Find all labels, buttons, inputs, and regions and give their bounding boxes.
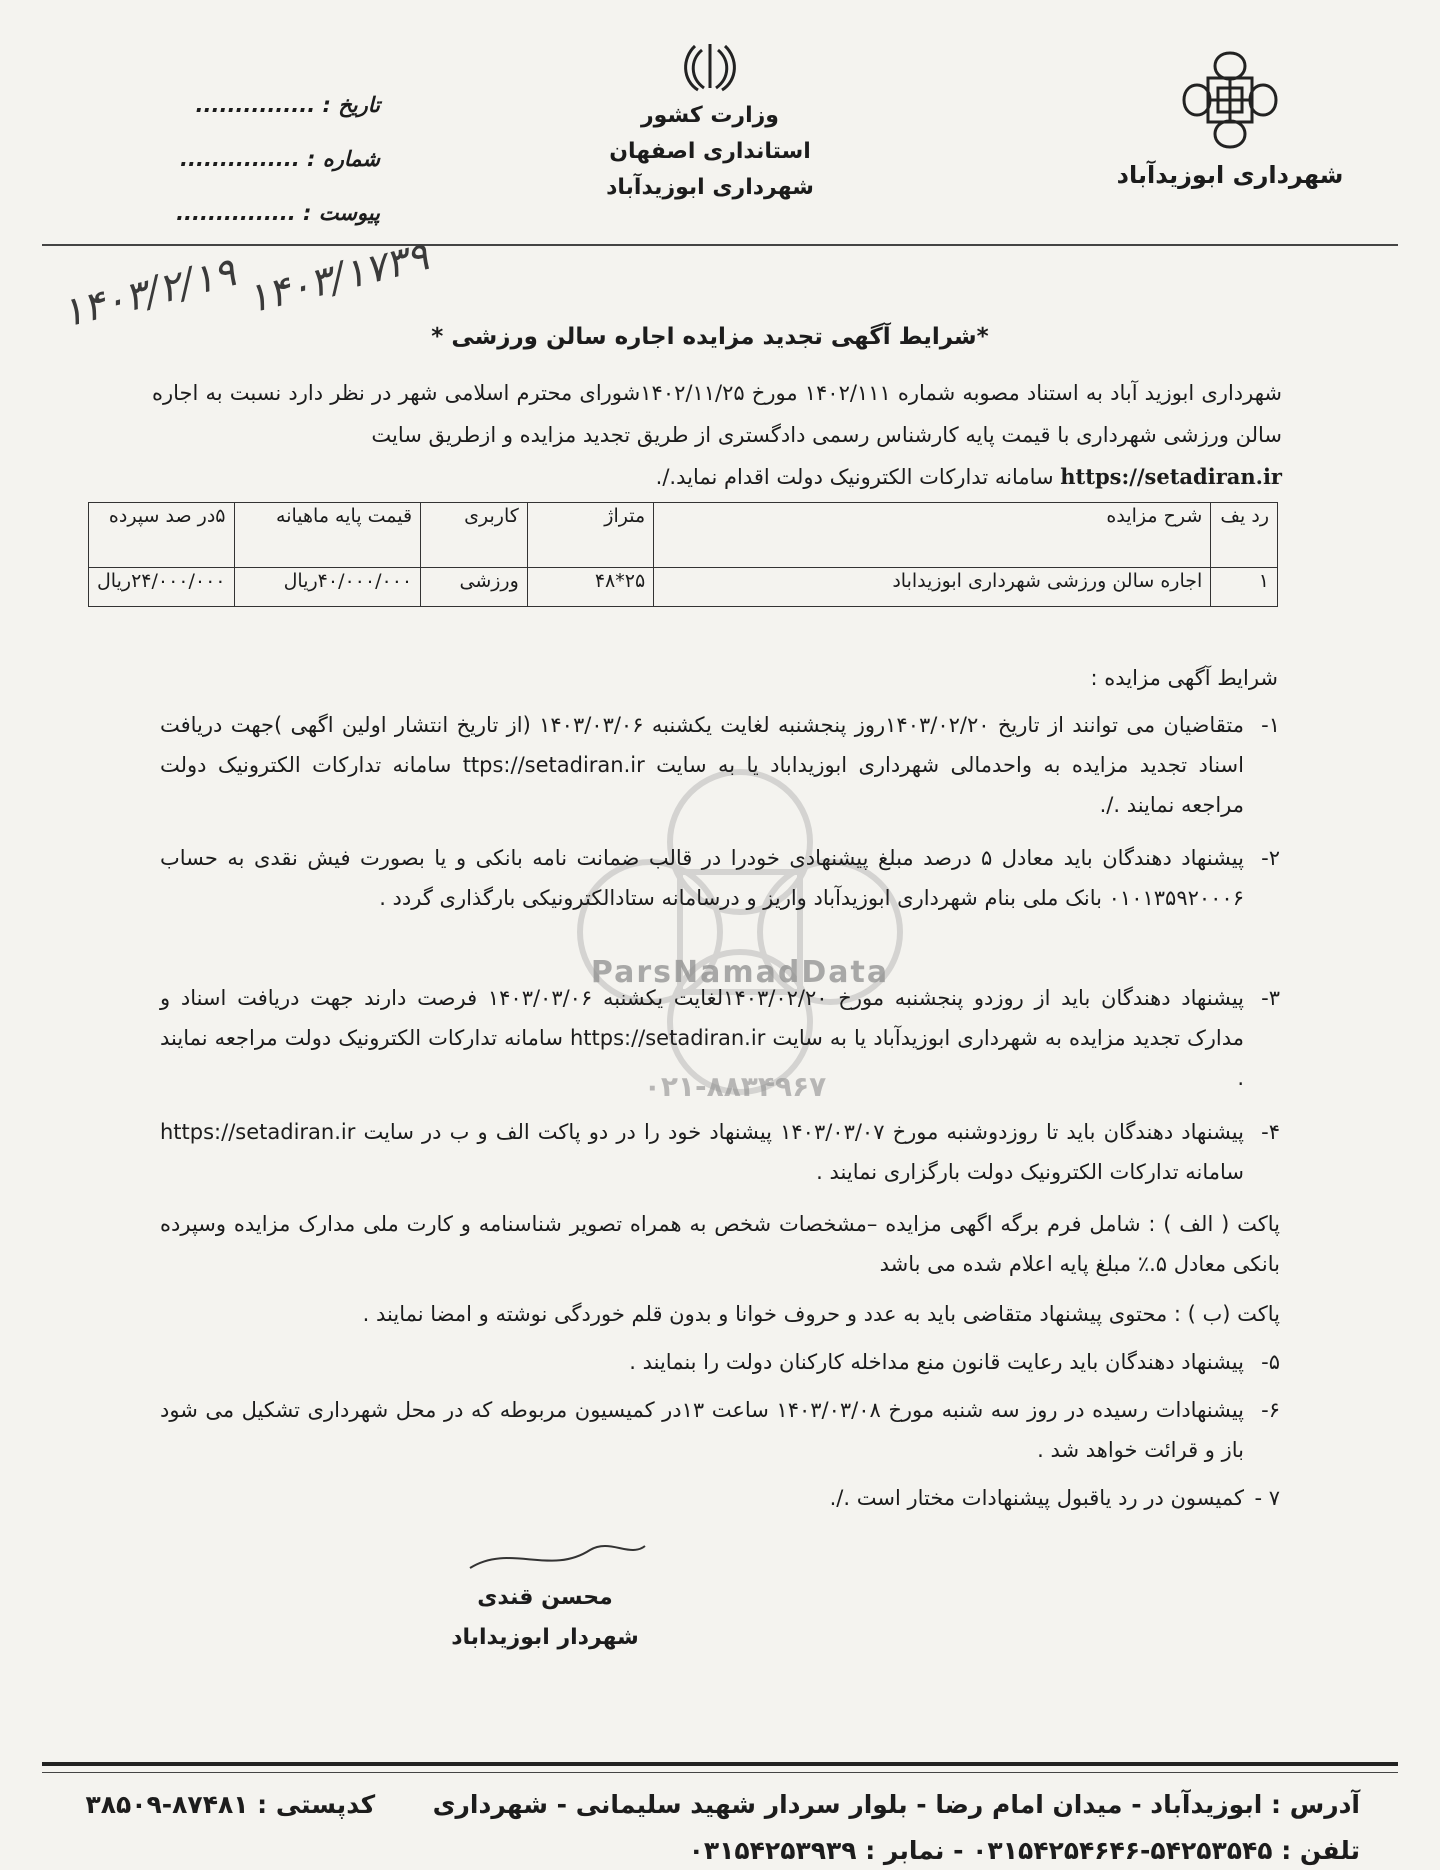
signature-block (430, 1538, 660, 1658)
condition-item-3 (160, 978, 1280, 1103)
municipality-logo (1100, 45, 1360, 189)
condition-number: ۵- (1261, 1350, 1280, 1374)
logo-caption: شهرداری ابوزیدآباد (1116, 161, 1344, 189)
cell-area: ۲۵*۴۸ (527, 568, 653, 607)
governorate-line: استانداری اصفهان (609, 139, 811, 164)
signature-scribble-icon (430, 1538, 660, 1578)
condition-number: ۱- (1261, 713, 1280, 737)
packet-b-text: پاکت (ب ) : محتوی پیشنهاد متقاضی باید به عدد و حروف خوانا و بدون قلم خوردگی نوشته و امضا نمایند . (362, 1302, 1280, 1326)
footer-address-line (80, 1790, 1360, 1819)
packet-b (160, 1294, 1280, 1336)
col-price: قیمت پایه ماهیانه (234, 503, 421, 568)
auction-table (88, 502, 1278, 607)
watermark-phone: ۰۲۱-۸۸۳۴۹۶۷ (643, 1070, 827, 1103)
intro-paragraph (152, 372, 1282, 498)
ministry-line: وزارت کشور (641, 103, 779, 128)
condition-item-6 (160, 1390, 1280, 1475)
issuer-heading (545, 38, 875, 206)
notice-title: *شرایط آگهی تجدید مزایده اجاره سالن ورزشی * (431, 324, 989, 350)
condition-item-2 (160, 838, 1280, 968)
footer-address: آدرس : ابوزیدآباد - میدان امام رضا - بلوار سردار شهید سلیمانی - شهرداری (432, 1790, 1360, 1819)
condition-number: ۶- (1261, 1398, 1280, 1422)
condition-text: پیشنهادات رسیده در روز سه شنبه مورخ ۱۴۰۳/۰۳/۰۸ ساعت ۱۳در کمیسیون مربوطه که در محل شهرداری تشکیل می شود باز و قرائت خواهد شد . (160, 1398, 1245, 1462)
conditions-title: شرایط آگهی مزایده : (1090, 666, 1278, 690)
intro-text: شهرداری ابوزید آباد به استناد مصوبه شماره ۱۴۰۲/۱۱۱ مورخ ۱۴۰۲/۱۱/۲۵شورای محترم اسلامی شهر در نظر دارد نسبت به اجاره سالن ورزشی شهرداری با قیمت پایه کارشناس رسمی دادگستری از طریق تجدید مزایده و ازطریق سایت (152, 381, 1282, 447)
condition-item-7 (160, 1478, 1280, 1520)
table-header-row (89, 503, 1278, 568)
condition-text: کمیسون در رد یاقبول پیشنهادات مختار است ./. (829, 1486, 1244, 1510)
packet-a (160, 1204, 1280, 1289)
condition-number: ۷ - (1254, 1486, 1280, 1510)
footer-phone-line (80, 1836, 1360, 1865)
condition-item-1 (160, 705, 1280, 830)
col-area: متراژ (527, 503, 653, 568)
condition-text: پیشنهاد دهندگان باید معادل ۵ درصد مبلغ پیشنهادی خودرا در قالب ضمانت نامه بانکی و یا بصورت فیش نقدی به حساب ۰۱۰۱۳۵۹۲۰۰۰۶ بانک ملی بنام شهرداری ابوزیدآباد واریز و درسامانه ستادالکترونیکی بارگذاری گردد . (160, 846, 1244, 910)
condition-number: ۲- (1261, 846, 1280, 870)
intro-url: https://setadiran.ir (1060, 464, 1282, 489)
col-usage: کاربری (421, 503, 528, 568)
condition-text: پیشنهاد دهندگان باید رعایت قانون منع مداخله کارکنان دولت را بنمایند . (629, 1350, 1244, 1374)
intro-tail: سامانه تدارکات الکترونیک دولت اقدام نماید./. (655, 465, 1054, 489)
condition-text: پیشنهاد دهندگان باید تا روزدوشنبه مورخ ۱۴۰۳/۰۳/۰۷ پیشنهاد خود را در دو پاکت الف و ب در سایت https://setadiran.ir سامانه تدارکات الکترونیک دولت بارگزاری نمایند . (160, 1120, 1244, 1184)
condition-number: ۴- (1261, 1120, 1280, 1144)
footer-divider-thick (42, 1762, 1398, 1766)
cell-usage: ورزشی (421, 568, 528, 607)
condition-text: پیشنهاد دهندگان باید از روزدو پنجشنبه مورخ ۱۴۰۳/۰۲/۲۰لغایت یکشنبه ۱۴۰۳/۰۳/۰۶ فرصت دارند جهت دریافت اسناد و مدارک تجدید مزایده به شهرداری ابوزیدآباد یا به سایت https://setadiran.ir سامانه تدارکات الکترونیک دولت مراجعه نمایند . (160, 986, 1244, 1090)
attachment-field: پیوست : ............... (176, 201, 380, 225)
date-field: تاریخ : ............... (195, 93, 380, 117)
handwritten-number: ۱۴۰۳/۱۷۳۹ (242, 233, 434, 323)
iran-emblem-icon (680, 38, 740, 94)
letter-meta (100, 78, 380, 240)
condition-text: متقاضیان می توانند از تاریخ ۱۴۰۳/۰۲/۲۰روز پنجشنبه لغایت یکشنبه ۱۴۰۳/۰۳/۰۶ (از تاریخ انتشار اولین اگهی )جهت دریافت اسناد تجدید مزایده به واحدمالی شهرداری ابوزیداباد یا به سایت ttps://setadiran.ir سامانه تدارکات الکترونیک دولت مراجعه نمایند ./. (160, 713, 1244, 817)
number-field: شماره : ............... (180, 147, 380, 171)
header-divider (42, 244, 1398, 246)
col-desc: شرح مزایده (654, 503, 1211, 568)
cell-row: ۱ (1211, 568, 1278, 607)
packet-a-text: پاکت ( الف ) : شامل فرم برگه اگهی مزایده –مشخصات شخص به همراه تصویر شناسنامه و کارت ملی مدارک مزایده وسپرده بانکی معادل ۵.٪ مبلغ پایه اعلام شده می باشد (160, 1212, 1280, 1276)
footer-phone: تلفن : ۵۴۲۵۳۵۴۵-۰۳۱۵۴۲۵۴۶۴۶ - نمابر : ۰۳۱۵۴۲۵۳۹۳۹ (688, 1836, 1360, 1865)
footer-postal: کدپستی : ۸۷۴۸۱-۳۸۵۰۹ (85, 1790, 376, 1819)
cell-deposit: ۲۴/۰۰۰/۰۰۰ریال (89, 568, 235, 607)
municipality-logo-icon (1170, 45, 1290, 155)
condition-item-4 (160, 1112, 1280, 1197)
signer-name: محسن قندی (477, 1585, 613, 1610)
col-row: رد یف (1211, 503, 1278, 568)
cell-desc: اجاره سالن ورزشی شهرداری ابوزیداباد (654, 568, 1211, 607)
handwritten-date: ۱۴۰۳/۲/۱۹ (57, 249, 241, 337)
table-row (89, 568, 1278, 607)
watermark-brand: ParsNamadData (590, 955, 890, 990)
footer-divider-thin (42, 1772, 1398, 1773)
condition-number: ۳- (1261, 986, 1280, 1010)
signer-role: شهردار ابوزیداباد (451, 1625, 639, 1650)
municipality-line: شهرداری ابوزیدآباد (606, 175, 814, 200)
col-deposit: ۵در صد سپرده (89, 503, 235, 568)
cell-price: ۴۰/۰۰۰/۰۰۰ریال (234, 568, 421, 607)
condition-item-5 (160, 1342, 1280, 1384)
